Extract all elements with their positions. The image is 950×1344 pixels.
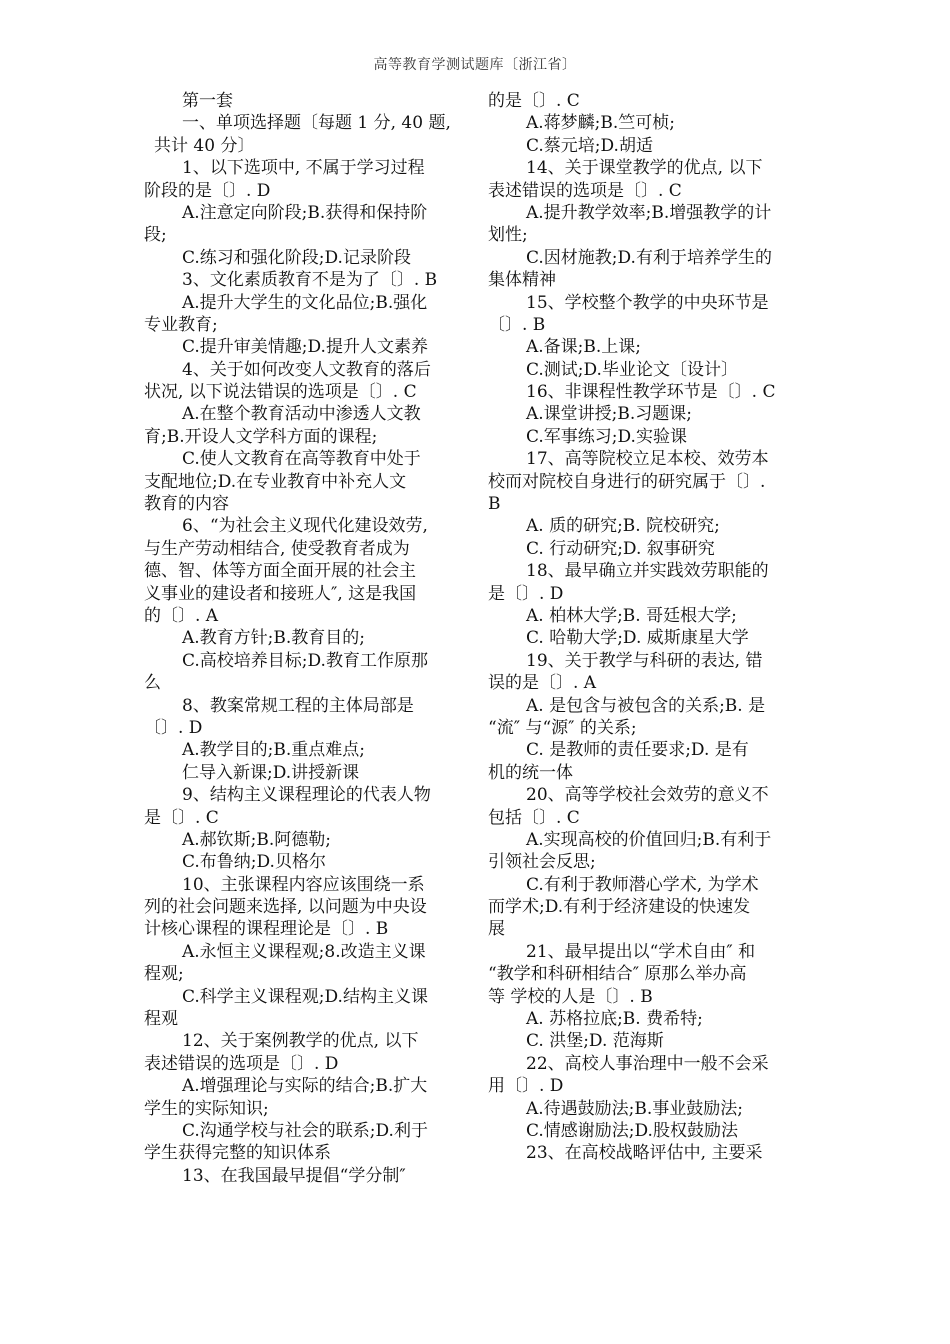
text-line: 育;B.开设人文学科方面的课程; <box>144 426 378 447</box>
text-line: “教学和科研相结合″ 原那么举办高 <box>488 964 747 985</box>
text-line: 段; <box>144 225 167 246</box>
text-line: 机的统一体 <box>488 762 573 783</box>
text-line: 15、学校整个教学的中央环节是 <box>526 292 769 313</box>
text-line: 是〔〕. D <box>488 583 564 604</box>
text-line: C.沟通学校与社会的联系;D.利于 <box>182 1120 428 1141</box>
text-line: 22、高校人事治理中一般不会采 <box>526 1053 769 1074</box>
text-line: C.科学主义课程观;D.结构主义课 <box>182 986 428 1007</box>
text-line: 13、在我国最早提倡“学分制″ <box>182 1165 406 1186</box>
text-line: 而学术;D.有利于经济建设的快速发 <box>488 897 751 918</box>
text-line: 计核心课程的课程理论是〔〕. B <box>144 919 389 940</box>
text-line: 6、“为社会主义现代化建设效劳, <box>182 516 428 537</box>
text-line: 12、关于案例教学的优点, 以下 <box>182 1031 419 1052</box>
text-line: 划性; <box>488 225 528 246</box>
text-line: C.练习和强化阶段;D.记录阶段 <box>182 247 411 268</box>
text-line: 8、教案常规工程的主体局部是 <box>182 695 414 716</box>
text-line: 包括〔〕. C <box>488 807 580 828</box>
text-line: C.军事练习;D.实验课 <box>526 426 687 447</box>
text-line: 16、非课程性教学环节是〔〕. C <box>526 382 776 403</box>
text-line: A. 苏格拉底;B. 费希特; <box>526 1009 703 1030</box>
text-line: 第一套 <box>182 91 233 111</box>
text-line: 〔〕. D <box>144 717 203 738</box>
text-line: A.提升教学效率;B.增强教学的计 <box>526 202 772 223</box>
text-line: 程观 <box>144 1009 178 1030</box>
left-column <box>144 90 462 1187</box>
text-line: 支配地位;D.在专业教育中补充人文 <box>144 471 407 492</box>
text-line: 程观; <box>144 964 184 985</box>
text-line: A.备课;B.上课; <box>526 337 642 358</box>
text-line: 21、最早提出以“学术自由″ 和 <box>526 941 756 962</box>
text-line: 9、结构主义课程理论的代表人物 <box>182 785 431 806</box>
text-line: A. 是包含与被包含的关系;B. 是 <box>526 695 766 716</box>
text-line: A.教育方针;B.教育目的; <box>182 628 366 649</box>
text-line: 阶段的是〔〕. D <box>144 180 271 201</box>
text-line: A.课堂讲授;B.习题课; <box>526 404 693 425</box>
text-line: 教育的内容 <box>144 494 229 515</box>
text-line: A.注意定向阶段;B.获得和保持阶 <box>182 202 428 223</box>
text-line: 3、文化素质教育不是为了〔〕. B <box>182 270 438 291</box>
text-line: 集体精神 <box>488 270 556 291</box>
text-line: 是〔〕. C <box>144 807 219 828</box>
text-line: 1、以下选项中, 不属于学习过程 <box>182 158 425 179</box>
text-line: 等 学校的人是〔〕. B <box>488 986 653 1007</box>
text-line: 〔〕. B <box>488 314 546 335</box>
text-line: 18、最早确立并实践效劳职能的 <box>526 561 769 582</box>
text-line: C.高校培养目标;D.教育工作原那 <box>182 650 428 671</box>
text-line: C. 洪堡;D. 范海斯 <box>526 1031 664 1052</box>
text-line: A.郝钦斯;B.阿德勒; <box>182 829 332 850</box>
text-line: A.在整个教育活动中渗透人文教 <box>182 404 421 425</box>
text-line: C.提升审美情趣;D.提升人文素养 <box>182 337 428 358</box>
text-line: A.待遇鼓励法;B.事业鼓励法; <box>526 1098 744 1119</box>
text-line: C.有利于教师潜心学术, 为学术 <box>526 874 759 895</box>
text-line: 义事业的建设者和接班人″, 这是我国 <box>144 583 417 604</box>
text-line: A.蒋梦麟;B.竺可桢; <box>526 113 676 134</box>
text-line: C.布鲁纳;D.贝格尔 <box>182 852 326 873</box>
text-line: A. 质的研究;B. 院校研究; <box>526 516 720 537</box>
text-line: 共计 40 分〕 <box>154 135 255 156</box>
text-line: C. 行动研究;D. 叙事研究 <box>526 538 715 559</box>
text-line: A.实现高校的价值回归;B.有利于 <box>526 829 772 850</box>
text-line: 展 <box>488 919 505 940</box>
text-line: A.增强理论与实际的结合;B.扩大 <box>182 1076 428 1097</box>
text-line: 仁导入新课;D.讲授新课 <box>182 762 360 783</box>
text-line: 误的是〔〕. A <box>488 673 597 694</box>
text-line: 4、关于如何改变人文教育的落后 <box>182 359 431 380</box>
text-line: 10、主张课程内容应该围绕一系 <box>182 874 425 895</box>
text-line: “流″ 与“源″ 的关系; <box>488 717 637 738</box>
text-line: 校而对院校自身进行的研究属于〔〕. <box>488 471 766 492</box>
text-line: 么 <box>144 673 161 694</box>
text-line: B <box>488 494 501 515</box>
text-line: 17、高等院校立足本校、效劳本 <box>526 449 769 470</box>
text-line: C.情感谢励法;D.股权鼓励法 <box>526 1120 738 1141</box>
text-line: C. 哈勒大学;D. 威斯康星大学 <box>526 628 749 649</box>
text-line: C.测试;D.毕业论文〔设计〕 <box>526 359 738 380</box>
text-line: A.提升大学生的文化品位;B.强化 <box>182 292 428 313</box>
text-line: 引领社会反思; <box>488 852 596 873</box>
text-line: 一、单项选择题〔每题 1 分, 40 题, <box>182 113 451 134</box>
text-line: 专业教育; <box>144 314 218 335</box>
text-line: C.因材施教;D.有利于培养学生的 <box>526 247 772 268</box>
text-line: 的是〔〕. C <box>488 91 580 111</box>
text-line: 学生的实际知识; <box>144 1098 269 1119</box>
text-line: 状况, 以下说法错误的选项是〔〕. C <box>144 382 417 403</box>
text-line: 14、关于课堂教学的优点, 以下 <box>526 158 763 179</box>
text-line: 列的社会问题来选择, 以问题为中央设 <box>144 897 427 918</box>
text-line: 与生产劳动相结合, 使受教育者成为 <box>144 538 410 559</box>
page-header: 高等教育学测试题库〔浙江省〕 <box>373 57 577 73</box>
text-line: A. 柏林大学;B. 哥廷根大学; <box>526 605 737 626</box>
text-line: 表述错误的选项是〔〕. C <box>488 180 682 201</box>
text-line: 表述错误的选项是〔〕. D <box>144 1053 339 1074</box>
right-column <box>488 90 806 1165</box>
text-line: C.使人文教育在高等教育中处于 <box>182 449 421 470</box>
text-line: 20、高等学校社会效劳的意义不 <box>526 785 769 806</box>
text-line: 的〔〕. A <box>144 605 219 626</box>
text-line: 23、在高校战略评估中, 主要采 <box>526 1143 763 1164</box>
text-line: 德、智、体等方面全面开展的社会主 <box>144 561 416 582</box>
text-line: A.教学目的;B.重点难点; <box>182 740 366 761</box>
text-line: C. 是教师的责任要求;D. 是有 <box>526 740 749 761</box>
text-line: 学生获得完整的知识体系 <box>144 1143 331 1164</box>
text-line: C.蔡元培;D.胡适 <box>526 135 653 156</box>
text-line: 19、关于教学与科研的表达, 错 <box>526 650 763 671</box>
text-line: A.永恒主义课程观;8.改造主义课 <box>182 941 426 962</box>
text-line: 用〔〕. D <box>488 1076 564 1097</box>
